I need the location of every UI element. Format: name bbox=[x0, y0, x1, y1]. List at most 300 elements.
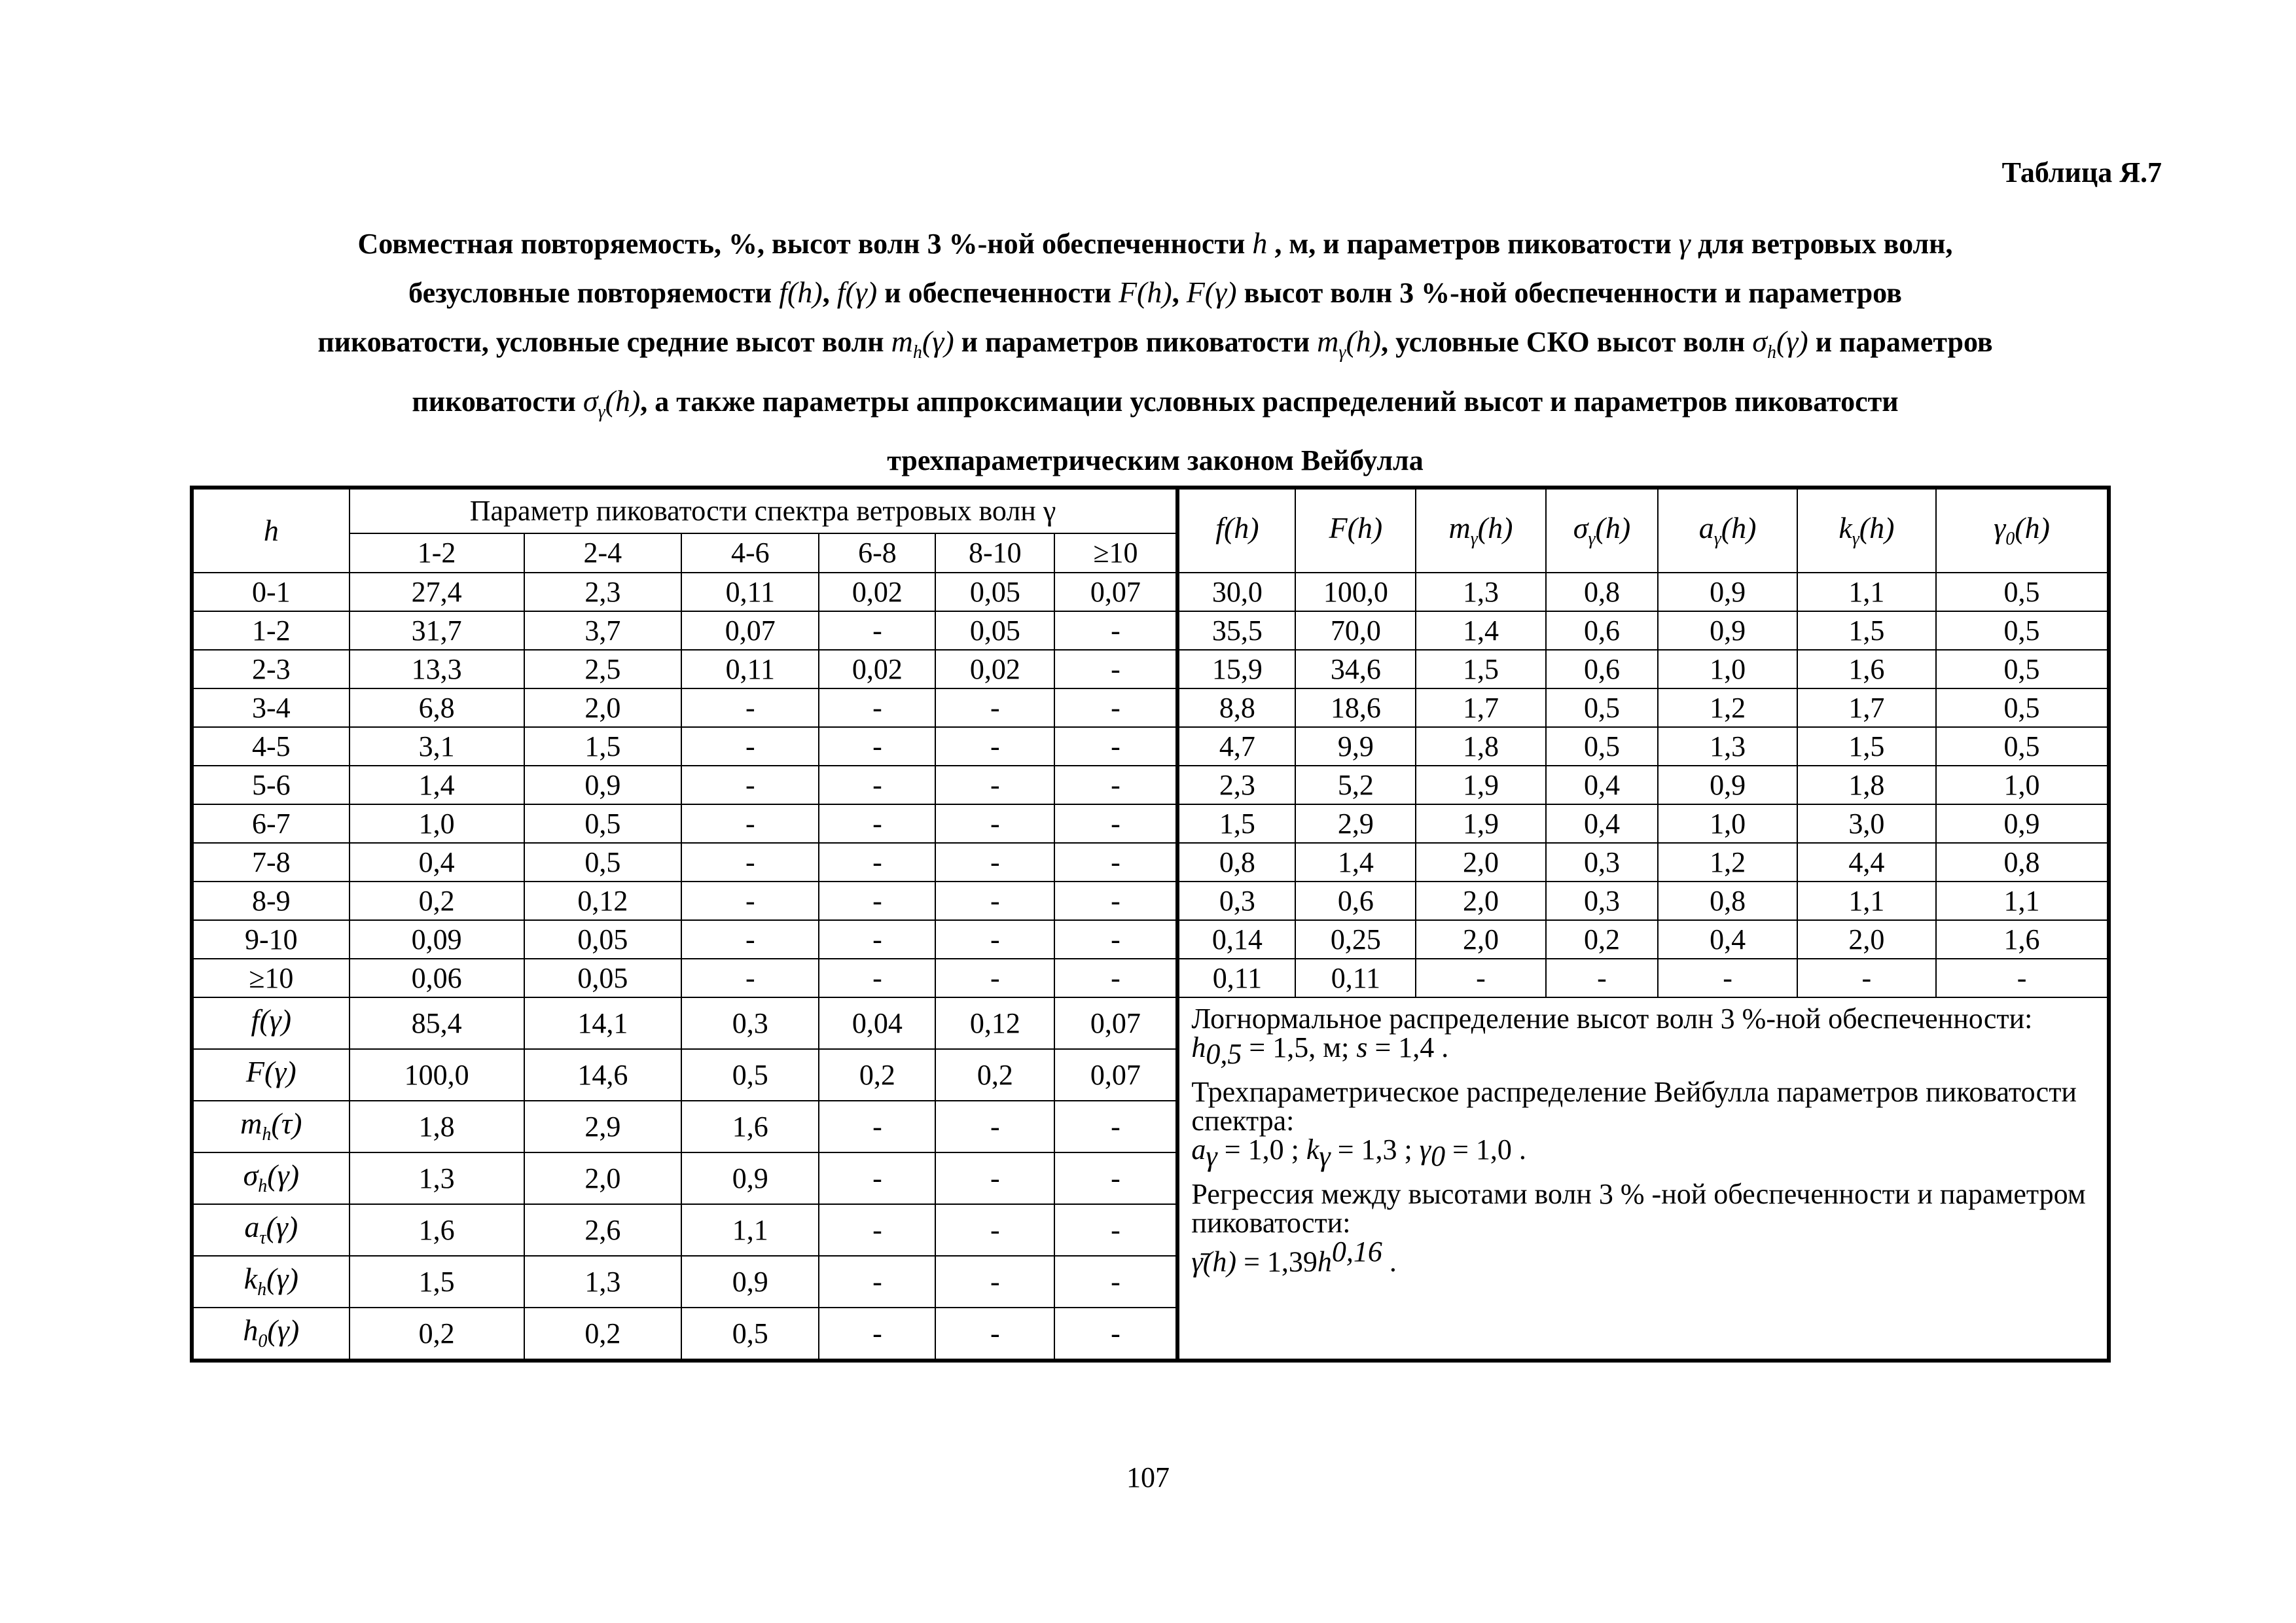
caption-text: и параметров bbox=[1815, 326, 1993, 358]
caption-text: пиковатости, условные средние высот волн bbox=[317, 326, 884, 358]
symbol-arg: (γ) bbox=[267, 1313, 300, 1347]
table-cell: - bbox=[935, 843, 1054, 882]
table-cell: - bbox=[681, 959, 819, 997]
table-cell: - bbox=[935, 1101, 1054, 1152]
table-cell: 27,4 bbox=[350, 573, 524, 611]
note-text: Трехпараметрическое распределение Вейбулла параметров пиковатости спектра: bbox=[1191, 1075, 2077, 1137]
caption-text: для ветровых волн, bbox=[1697, 228, 1953, 260]
formula-sub: γ bbox=[1206, 1139, 1217, 1172]
table-cell: 1,7 bbox=[1416, 688, 1545, 727]
header-gamma-col: 6-8 bbox=[819, 533, 935, 573]
table-cell: 1,1 bbox=[1936, 882, 2109, 920]
symbol-base: a bbox=[244, 1210, 260, 1244]
table-cell: - bbox=[681, 727, 819, 766]
caption-symbol-mh bbox=[891, 325, 954, 363]
caption-comma: , bbox=[1172, 277, 1179, 309]
table-cell: 3,7 bbox=[524, 611, 682, 650]
table-cell: 1,4 bbox=[1416, 611, 1545, 650]
table-cell: 0,9 bbox=[681, 1256, 819, 1308]
table-cell: 1,2 bbox=[1658, 688, 1797, 727]
table-cell: - bbox=[1054, 882, 1177, 920]
table-row bbox=[192, 573, 2109, 611]
formula-value: = 1,3 ; bbox=[1330, 1133, 1420, 1166]
symbol-sub: τ bbox=[259, 1228, 266, 1249]
notes-cell bbox=[1177, 997, 2109, 1361]
table-cell: 0,5 bbox=[1936, 688, 2109, 727]
header-gamma-group: Параметр пиковатости спектра ветровых волн γ bbox=[350, 488, 1178, 533]
table-cell: 2,0 bbox=[1416, 920, 1545, 959]
table-cell: - bbox=[819, 1152, 935, 1204]
table-cell: 0,04 bbox=[819, 997, 935, 1049]
symbol-base: k bbox=[243, 1262, 258, 1296]
table-cell: 0,5 bbox=[1546, 727, 1659, 766]
stat-row-label bbox=[192, 1256, 350, 1308]
header-row-1 bbox=[192, 488, 2109, 533]
table-cell: 1,8 bbox=[1416, 727, 1545, 766]
row-h-label: ≥10 bbox=[192, 959, 350, 997]
header-gamma-col: 1-2 bbox=[350, 533, 524, 573]
stat-row-label bbox=[192, 1049, 350, 1101]
symbol-sub: γ bbox=[1588, 529, 1596, 550]
table-cell: 0,11 bbox=[681, 573, 819, 611]
stat-row-label bbox=[192, 1152, 350, 1204]
table-cell: - bbox=[681, 882, 819, 920]
table-cell: 100,0 bbox=[350, 1049, 524, 1101]
table-cell: 0,11 bbox=[1177, 959, 1295, 997]
table-cell: - bbox=[935, 1152, 1054, 1204]
table-cell: 0,2 bbox=[1546, 920, 1659, 959]
row-h-label: 1-2 bbox=[192, 611, 350, 650]
table-cell: - bbox=[1936, 959, 2109, 997]
table-cell: - bbox=[681, 804, 819, 843]
table-cell: 70,0 bbox=[1295, 611, 1416, 650]
symbol-base: m bbox=[891, 325, 913, 358]
table-cell: 0,9 bbox=[681, 1152, 819, 1204]
symbol-arg: (h) bbox=[2015, 510, 2050, 544]
table-cell: 1,5 bbox=[350, 1256, 524, 1308]
table-cell: 1,5 bbox=[524, 727, 682, 766]
table-cell: - bbox=[1416, 959, 1545, 997]
row-h-label: 3-4 bbox=[192, 688, 350, 727]
table-cell: - bbox=[819, 804, 935, 843]
table-cell: 8,8 bbox=[1177, 688, 1295, 727]
table-cell: - bbox=[1054, 766, 1177, 804]
caption-symbol-sh bbox=[1752, 325, 1808, 363]
symbol-sub: h bbox=[262, 1124, 272, 1145]
formula-value: = 1,39 bbox=[1236, 1245, 1318, 1278]
caption-text: пиковатости bbox=[412, 385, 576, 418]
table-cell: - bbox=[819, 688, 935, 727]
table-body bbox=[192, 488, 2109, 1361]
symbol-sub: h bbox=[258, 1176, 268, 1197]
table-cell: 0,06 bbox=[350, 959, 524, 997]
table-cell: 0,05 bbox=[935, 611, 1054, 650]
caption-text: трехпараметрическим законом Вейбулла bbox=[887, 444, 1424, 477]
table-cell: 85,4 bbox=[350, 997, 524, 1049]
table-cell: - bbox=[1054, 920, 1177, 959]
stat-row-label bbox=[192, 1101, 350, 1152]
table-cell: - bbox=[1054, 843, 1177, 882]
table-cell: 0,5 bbox=[1936, 611, 2109, 650]
table-cell: 0,12 bbox=[524, 882, 682, 920]
table-row bbox=[192, 766, 2109, 804]
symbol-base: m bbox=[1448, 510, 1471, 544]
caption-symbol-Fh: F(h) bbox=[1118, 276, 1172, 309]
caption-comma: , bbox=[822, 277, 830, 309]
table-cell: 2,9 bbox=[1295, 804, 1416, 843]
row-h-label: 5-6 bbox=[192, 766, 350, 804]
symbol-base: f bbox=[1215, 510, 1224, 544]
table-cell: 0,07 bbox=[1054, 1049, 1177, 1101]
table-cell: - bbox=[935, 959, 1054, 997]
formula-symbol: γ̄(h) bbox=[1191, 1245, 1237, 1278]
table-cell: 0,5 bbox=[1546, 688, 1659, 727]
symbol-base: γ bbox=[1994, 510, 2006, 544]
symbol-base: m bbox=[240, 1107, 262, 1141]
symbol-arg: (h) bbox=[1346, 325, 1382, 358]
caption-text: Совместная повторяемость, %, высот волн 3 %-ной обеспеченности bbox=[357, 228, 1246, 260]
table-cell: 0,6 bbox=[1546, 611, 1659, 650]
table-cell: - bbox=[1797, 959, 1936, 997]
table-cell: - bbox=[681, 920, 819, 959]
table-cell: 2,5 bbox=[524, 650, 682, 688]
symbol-sub: h bbox=[1767, 342, 1776, 363]
table-cell: 0,4 bbox=[1546, 766, 1659, 804]
symbol-arg: (γ) bbox=[259, 1003, 292, 1037]
symbol-sub: 0 bbox=[2005, 529, 2015, 550]
table-row bbox=[192, 688, 2109, 727]
formula-value: . bbox=[1382, 1245, 1397, 1278]
table-cell: 1,6 bbox=[350, 1204, 524, 1256]
table-cell: - bbox=[819, 1101, 935, 1152]
header-right-col bbox=[1546, 488, 1659, 573]
table-cell: 0,4 bbox=[350, 843, 524, 882]
formula-value: = 1,0 ; bbox=[1217, 1133, 1306, 1166]
table-cell: - bbox=[935, 727, 1054, 766]
table-cell: 2,9 bbox=[524, 1101, 682, 1152]
formula-sub: 0,5 bbox=[1206, 1037, 1242, 1070]
formula-symbol: s bbox=[1356, 1031, 1368, 1063]
table-cell: 1,5 bbox=[1177, 804, 1295, 843]
table-cell: - bbox=[819, 959, 935, 997]
table-cell: 0,3 bbox=[1546, 882, 1659, 920]
formula-symbol: h bbox=[1191, 1031, 1206, 1063]
formula-symbol: h bbox=[1317, 1245, 1332, 1278]
table-cell: 4,7 bbox=[1177, 727, 1295, 766]
table-row bbox=[192, 727, 2109, 766]
table-cell: - bbox=[935, 920, 1054, 959]
table-cell: 0,02 bbox=[935, 650, 1054, 688]
table-cell: - bbox=[681, 766, 819, 804]
table-cell: - bbox=[1658, 959, 1797, 997]
table-cell: 0,8 bbox=[1177, 843, 1295, 882]
symbol-base: F bbox=[1329, 510, 1348, 544]
table-cell: 0,11 bbox=[1295, 959, 1416, 997]
table-cell: 1,3 bbox=[1416, 573, 1545, 611]
row-h-label: 4-5 bbox=[192, 727, 350, 766]
header-right-col bbox=[1658, 488, 1797, 573]
caption-text: , а также параметры аппроксимации условных распределений высот и параметров пиковатости bbox=[640, 385, 1899, 418]
header-gamma-col: 2-4 bbox=[524, 533, 682, 573]
caption-text: высот волн 3 %-ной обеспеченности и параметров bbox=[1244, 277, 1902, 309]
table-cell: 0,4 bbox=[1546, 804, 1659, 843]
symbol-base: a bbox=[1698, 510, 1714, 544]
table-cell: 0,25 bbox=[1295, 920, 1416, 959]
table-cell: - bbox=[935, 804, 1054, 843]
table-cell: - bbox=[1054, 1256, 1177, 1308]
table-cell: 2,0 bbox=[1416, 843, 1545, 882]
row-h-label: 6-7 bbox=[192, 804, 350, 843]
table-cell: 0,07 bbox=[1054, 997, 1177, 1049]
row-h-label: 0-1 bbox=[192, 573, 350, 611]
symbol-arg: (γ) bbox=[266, 1262, 298, 1296]
table-cell: - bbox=[1054, 959, 1177, 997]
table-cell: - bbox=[1054, 1204, 1177, 1256]
table-cell: 1,1 bbox=[1797, 882, 1936, 920]
table-cell: - bbox=[1054, 1101, 1177, 1152]
table-cell: 14,6 bbox=[524, 1049, 682, 1101]
table-cell: - bbox=[819, 727, 935, 766]
table-cell: 0,2 bbox=[935, 1049, 1054, 1101]
symbol-arg: (h) bbox=[1721, 510, 1757, 544]
table-cell: 0,9 bbox=[1658, 611, 1797, 650]
table-cell: 0,2 bbox=[350, 1308, 524, 1361]
table-cell: - bbox=[935, 688, 1054, 727]
table-cell: 0,2 bbox=[350, 882, 524, 920]
stat-row-label bbox=[192, 997, 350, 1049]
table-label: Таблица Я.7 bbox=[2001, 156, 2162, 188]
table-cell: 1,6 bbox=[681, 1101, 819, 1152]
table-cell: 1,8 bbox=[1797, 766, 1936, 804]
table-cell: - bbox=[935, 1256, 1054, 1308]
symbol-sub: h bbox=[257, 1279, 267, 1300]
table-cell: 5,2 bbox=[1295, 766, 1416, 804]
table-cell: - bbox=[935, 882, 1054, 920]
table-cell: 1,1 bbox=[681, 1204, 819, 1256]
table-cell: 0,5 bbox=[1936, 727, 2109, 766]
symbol-sub: γ bbox=[1338, 342, 1346, 363]
header-right-col bbox=[1295, 488, 1416, 573]
caption-text: безусловные повторяемости bbox=[408, 277, 772, 309]
table-cell: 1,6 bbox=[1936, 920, 2109, 959]
caption-text: , м, и параметров пиковатости bbox=[1274, 228, 1672, 260]
caption-text: , условные СКО высот волн bbox=[1381, 326, 1746, 358]
table-row bbox=[192, 920, 2109, 959]
table-cell: - bbox=[819, 1256, 935, 1308]
formula-exponent: 0,16 bbox=[1331, 1235, 1382, 1268]
symbol-arg: (h) bbox=[1223, 510, 1259, 544]
symbol-arg: (τ) bbox=[271, 1107, 302, 1141]
table-cell: - bbox=[1054, 688, 1177, 727]
symbol-arg: (h) bbox=[1477, 510, 1513, 544]
table-cell: 6,8 bbox=[350, 688, 524, 727]
table-cell: 1,4 bbox=[1295, 843, 1416, 882]
header-h: h bbox=[192, 488, 350, 573]
header-right-col bbox=[1177, 488, 1295, 573]
symbol-base: f bbox=[251, 1003, 260, 1037]
table-cell: 0,5 bbox=[524, 804, 682, 843]
header-right-col bbox=[1936, 488, 2109, 573]
table-cell: 0,14 bbox=[1177, 920, 1295, 959]
table-cell: 1,0 bbox=[1658, 804, 1797, 843]
table-cell: - bbox=[1054, 1308, 1177, 1361]
table-cell: 0,3 bbox=[681, 997, 819, 1049]
table-cell: 2,0 bbox=[1797, 920, 1936, 959]
table-cell: 0,07 bbox=[1054, 573, 1177, 611]
table-cell: 1,2 bbox=[1658, 843, 1797, 882]
table-cell: 0,9 bbox=[1658, 573, 1797, 611]
symbol-arg: (γ) bbox=[1776, 325, 1808, 358]
table-cell: 0,6 bbox=[1546, 650, 1659, 688]
page-number: 107 bbox=[1126, 1461, 1170, 1493]
header-gamma-col: ≥10 bbox=[1054, 533, 1177, 573]
table-cell: - bbox=[1054, 1152, 1177, 1204]
symbol-base: m bbox=[1317, 325, 1339, 358]
symbol-sub: γ bbox=[1713, 529, 1721, 550]
table-cell: 0,6 bbox=[1295, 882, 1416, 920]
caption-text: и параметров пиковатости bbox=[961, 326, 1310, 358]
row-h-label: 7-8 bbox=[192, 843, 350, 882]
formula-symbol: γ bbox=[1419, 1133, 1431, 1166]
table-cell: 13,3 bbox=[350, 650, 524, 688]
table-cell: 0,2 bbox=[524, 1308, 682, 1361]
symbol-base: h bbox=[243, 1313, 259, 1347]
table-cell: 1,6 bbox=[1797, 650, 1936, 688]
table-cell: 1,0 bbox=[1658, 650, 1797, 688]
table-cell: 1,7 bbox=[1797, 688, 1936, 727]
symbol-arg: (γ) bbox=[266, 1210, 298, 1244]
table-row bbox=[192, 804, 2109, 843]
stat-row bbox=[192, 997, 2109, 1049]
formula-sub: 0 bbox=[1431, 1139, 1446, 1172]
formula-symbol: k bbox=[1306, 1133, 1319, 1166]
table-cell: - bbox=[819, 920, 935, 959]
table-cell: 18,6 bbox=[1295, 688, 1416, 727]
table-cell: 0,8 bbox=[1546, 573, 1659, 611]
table-cell: 0,2 bbox=[819, 1049, 935, 1101]
table-cell: 3,1 bbox=[350, 727, 524, 766]
caption-symbol-Fg: F(γ) bbox=[1186, 276, 1237, 309]
table-cell: 1,3 bbox=[1658, 727, 1797, 766]
table-cell: - bbox=[935, 1308, 1054, 1361]
table-cell: - bbox=[1054, 650, 1177, 688]
table-row bbox=[192, 882, 2109, 920]
stat-row-label bbox=[192, 1308, 350, 1361]
stat-row-label bbox=[192, 1204, 350, 1256]
table-cell: 1,9 bbox=[1416, 766, 1545, 804]
table-cell: 1,1 bbox=[1797, 573, 1936, 611]
row-h-label: 2-3 bbox=[192, 650, 350, 688]
symbol-sub: 0 bbox=[258, 1331, 268, 1352]
table-cell: 1,3 bbox=[350, 1152, 524, 1204]
table-cell: 0,12 bbox=[935, 997, 1054, 1049]
table-cell: 2,0 bbox=[1416, 882, 1545, 920]
table-cell: - bbox=[819, 843, 935, 882]
table-cell: 1,4 bbox=[350, 766, 524, 804]
formula-value: = 1,4 . bbox=[1367, 1031, 1449, 1063]
table-cell: - bbox=[935, 1204, 1054, 1256]
table-row bbox=[192, 650, 2109, 688]
table-cell: 2,3 bbox=[524, 573, 682, 611]
table-cell: 3,0 bbox=[1797, 804, 1936, 843]
table-cell: 0,11 bbox=[681, 650, 819, 688]
caption-symbol-h: h bbox=[1252, 226, 1268, 260]
table-cell: - bbox=[819, 1308, 935, 1361]
formula-value: = 1,0 . bbox=[1445, 1133, 1526, 1166]
table-cell: 0,9 bbox=[1936, 804, 2109, 843]
table-cell: 0,09 bbox=[350, 920, 524, 959]
caption-text: и обеспеченности bbox=[884, 277, 1111, 309]
symbol-arg: (h) bbox=[1859, 510, 1895, 544]
table-row bbox=[192, 611, 2109, 650]
header-right-col bbox=[1416, 488, 1545, 573]
table-caption bbox=[151, 219, 2160, 485]
symbol-sub: γ bbox=[1470, 529, 1478, 550]
table-cell: 2,3 bbox=[1177, 766, 1295, 804]
table-cell: 1,0 bbox=[1936, 766, 2109, 804]
table-cell: 14,1 bbox=[524, 997, 682, 1049]
table-cell: 30,0 bbox=[1177, 573, 1295, 611]
table-cell: 0,02 bbox=[819, 573, 935, 611]
symbol-base: σ bbox=[243, 1158, 259, 1192]
table-cell: - bbox=[1054, 804, 1177, 843]
table-cell: 0,05 bbox=[524, 920, 682, 959]
symbol-sub: h bbox=[912, 342, 922, 363]
table-cell: 0,5 bbox=[681, 1049, 819, 1101]
table-cell: 1,9 bbox=[1416, 804, 1545, 843]
table-cell: - bbox=[1054, 727, 1177, 766]
table-cell: 2,6 bbox=[524, 1204, 682, 1256]
table-cell: 15,9 bbox=[1177, 650, 1295, 688]
table-cell: - bbox=[819, 1204, 935, 1256]
note-text: Регрессия между высотами волн 3 % -ной обеспеченности и параметром пиковатости: bbox=[1191, 1177, 2086, 1239]
formula-sub: γ bbox=[1319, 1139, 1331, 1172]
data-table bbox=[190, 486, 2111, 1363]
table-cell: 0,02 bbox=[819, 650, 935, 688]
symbol-arg: (h) bbox=[1347, 510, 1383, 544]
table-cell: - bbox=[819, 882, 935, 920]
symbol-sub: γ bbox=[1852, 529, 1859, 550]
table-cell: 0,9 bbox=[1658, 766, 1797, 804]
caption-symbol-gamma: γ bbox=[1678, 226, 1691, 260]
symbol-arg: (γ) bbox=[922, 325, 954, 358]
note-text: Логнормальное распределение высот волн 3 %-ной обеспеченности: bbox=[1191, 1003, 2033, 1035]
table-cell: 1,8 bbox=[350, 1101, 524, 1152]
header-gamma-col: 4-6 bbox=[681, 533, 819, 573]
note-weibull bbox=[1191, 1075, 2095, 1172]
header-gamma-col: 8-10 bbox=[935, 533, 1054, 573]
table-cell: 100,0 bbox=[1295, 573, 1416, 611]
note-lognormal bbox=[1191, 1005, 2095, 1069]
table-cell: 0,07 bbox=[681, 611, 819, 650]
table-cell: - bbox=[681, 843, 819, 882]
row-h-label: 9-10 bbox=[192, 920, 350, 959]
caption-symbol-mg bbox=[1317, 325, 1382, 363]
table-cell: 0,3 bbox=[1546, 843, 1659, 882]
table-cell: - bbox=[681, 688, 819, 727]
symbol-base: σ bbox=[1752, 325, 1767, 358]
table-cell: 34,6 bbox=[1295, 650, 1416, 688]
table-cell: 0,05 bbox=[524, 959, 682, 997]
note-regression bbox=[1191, 1177, 2095, 1278]
table-cell: 0,05 bbox=[935, 573, 1054, 611]
formula-value: = 1,5, м; bbox=[1242, 1031, 1357, 1063]
table-cell: 1,5 bbox=[1797, 611, 1936, 650]
table-cell: - bbox=[819, 766, 935, 804]
symbol-base: k bbox=[1839, 510, 1852, 544]
table-cell: 0,5 bbox=[524, 843, 682, 882]
table-cell: 0,8 bbox=[1658, 882, 1797, 920]
